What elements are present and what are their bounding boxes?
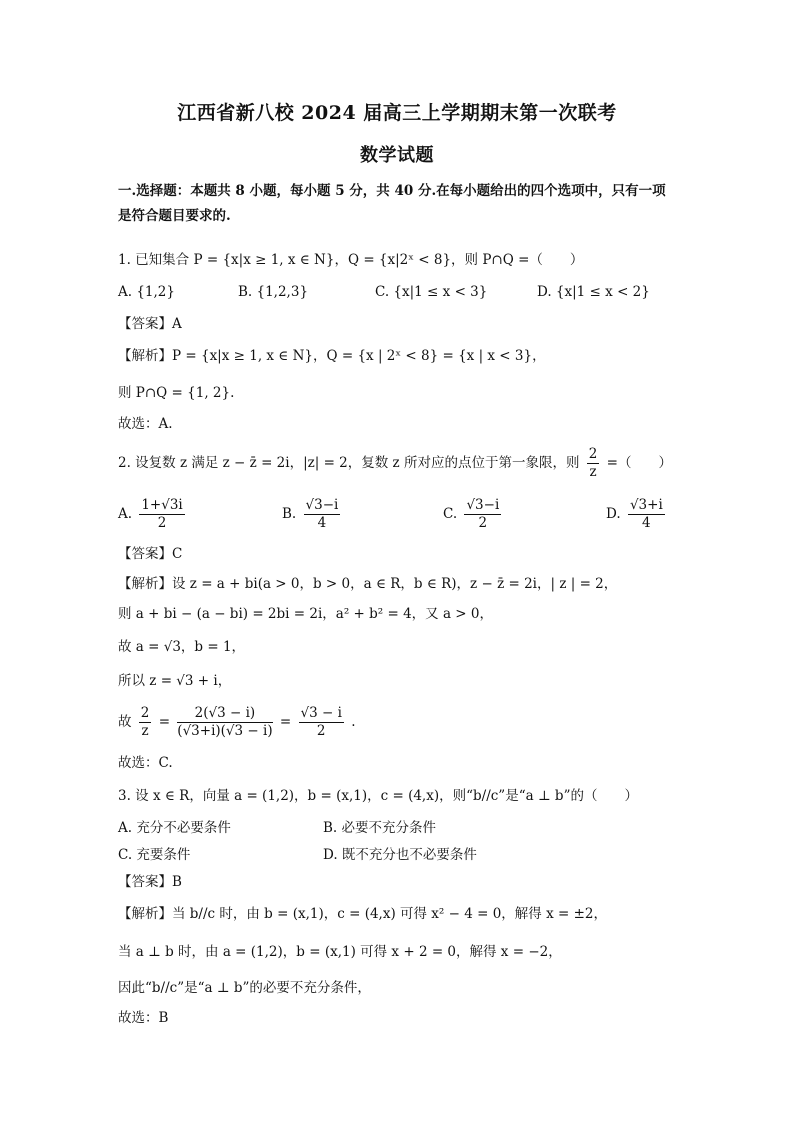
question-2-stem-end: =（ ）	[606, 455, 672, 471]
fraction-denominator: z	[589, 464, 597, 480]
question-3-answer: 【答案】B	[118, 874, 182, 890]
fraction-numerator: √3−i	[305, 497, 339, 513]
fraction-numerator: √3+i	[629, 497, 663, 513]
question-3-stem: 3. 设 x ∈ R，向量 a = (1,2)，b = (x,1)，c = (4,x)，则“b//c”是“a ⊥ b”的（ ）	[118, 788, 638, 804]
option-fraction	[304, 497, 341, 532]
fraction-numerator: 1+√3i	[141, 497, 183, 513]
fraction-numerator: √3 − i	[300, 705, 342, 721]
question-3-analysis-line-1: 【解析】当 b//c 时，由 b = (x,1)，c = (4,x) 可得 x² − 4 = 0，解得 x = ±2，	[118, 906, 607, 922]
fraction-numerator: √3−i	[466, 497, 500, 513]
question-2-conclusion: 故选：C.	[118, 755, 173, 771]
option-fraction	[628, 497, 665, 532]
analysis-prefix: 故	[118, 714, 132, 730]
period: .	[351, 714, 356, 730]
fraction-denominator: 4	[317, 515, 327, 531]
fraction-denominator: 2	[478, 515, 488, 531]
question-2-option-c	[443, 497, 504, 532]
question-3-analysis-line-3: 因此“b//c”是“a ⊥ b”的必要不充分条件，	[118, 980, 371, 996]
fraction-numerator: 2	[588, 446, 598, 462]
question-1-stem: 1. 已知集合 P = {x|x ≥ 1, x ∈ N}，Q = {x|2ˣ < 8}，则 P∩Q =（ ）	[118, 252, 584, 268]
question-2-answer: 【答案】C	[118, 546, 183, 562]
analysis-fraction-1	[139, 705, 152, 740]
question-2-stem	[118, 446, 672, 481]
section-instruction-line-2: 是符合题目要求的.	[118, 208, 231, 224]
analysis-fraction-3	[299, 705, 344, 740]
question-2-analysis-line-3: 故 a = √3，b = 1，	[118, 639, 246, 655]
question-1-option-d: D. {x|1 ≤ x < 2}	[537, 284, 650, 300]
question-1-conclusion: 故选：A.	[118, 416, 173, 432]
option-label: B.	[282, 506, 297, 522]
question-2-analysis-line-4: 所以 z = √3 + i，	[118, 673, 232, 689]
option-label: D.	[606, 506, 621, 522]
question-3-option-d: D. 既不充分也不必要条件	[323, 847, 477, 863]
question-2-stem-text: 2. 设复数 z 满足 z − z̄ = 2i，|z| = 2，复数 z 所对应的点位于第一象限，则	[118, 455, 580, 471]
section-instruction-line-1: 一.选择题：本题共 8 小题，每小题 5 分，共 40 分.在每小题给出的四个选项中，只有一项	[118, 183, 666, 199]
question-1-option-b: B. {1,2,3}	[238, 284, 309, 300]
exam-title: 江西省新八校 2024 届高三上学期期末第一次联考	[177, 102, 617, 124]
question-2-stem-fraction	[587, 446, 600, 481]
fraction-denominator: z	[141, 723, 149, 739]
question-3-option-b: B. 必要不充分条件	[323, 820, 437, 836]
fraction-numerator: 2	[140, 705, 150, 721]
exam-subtitle: 数学试题	[360, 145, 434, 166]
question-2-analysis-line-5	[118, 705, 356, 740]
equals-sign: =	[279, 714, 292, 730]
question-3-option-a: A. 充分不必要条件	[118, 820, 231, 836]
fraction-denominator: (√3+i)(√3 − i)	[177, 723, 273, 739]
option-label: C.	[443, 506, 458, 522]
question-2-option-d	[606, 497, 668, 532]
question-1-option-a: A. {1,2}	[118, 284, 175, 300]
question-3-analysis-line-2: 当 a ⊥ b 时，由 a = (1,2)，b = (x,1) 可得 x + 2 = 0，解得 x = −2，	[118, 944, 562, 960]
option-fraction	[464, 497, 501, 532]
option-fraction	[139, 497, 184, 532]
fraction-numerator: 2(√3 − i)	[177, 705, 272, 723]
question-2-analysis-line-1: 【解析】设 z = a + bi(a > 0，b > 0，a ∈ R，b ∈ R)，z − z̄ = 2i，| z | = 2，	[118, 576, 618, 592]
fraction-denominator: 2	[316, 723, 326, 739]
question-1-option-c: C. {x|1 ≤ x < 3}	[375, 284, 488, 300]
question-2-option-b	[282, 497, 343, 532]
question-1-analysis-line-1: 【解析】P = {x|x ≥ 1, x ∈ N}，Q = {x | 2ˣ < 8} = {x | x < 3}，	[118, 348, 546, 364]
question-1-analysis-line-2: 则 P∩Q = {1, 2}.	[118, 385, 235, 401]
question-1-answer: 【答案】A	[118, 316, 182, 332]
question-3-conclusion: 故选：B	[118, 1010, 169, 1026]
analysis-fraction-2	[177, 705, 272, 740]
question-2-option-a	[118, 497, 188, 532]
equals-sign: =	[158, 714, 170, 730]
question-3-option-c: C. 充要条件	[118, 847, 191, 863]
fraction-denominator: 4	[642, 515, 651, 531]
question-2-analysis-line-2: 则 a + bi − (a − bi) = 2bi = 2i，a² + b² = 4，又 a > 0，	[118, 606, 493, 622]
option-label: A.	[118, 506, 133, 522]
fraction-denominator: 2	[157, 515, 167, 531]
